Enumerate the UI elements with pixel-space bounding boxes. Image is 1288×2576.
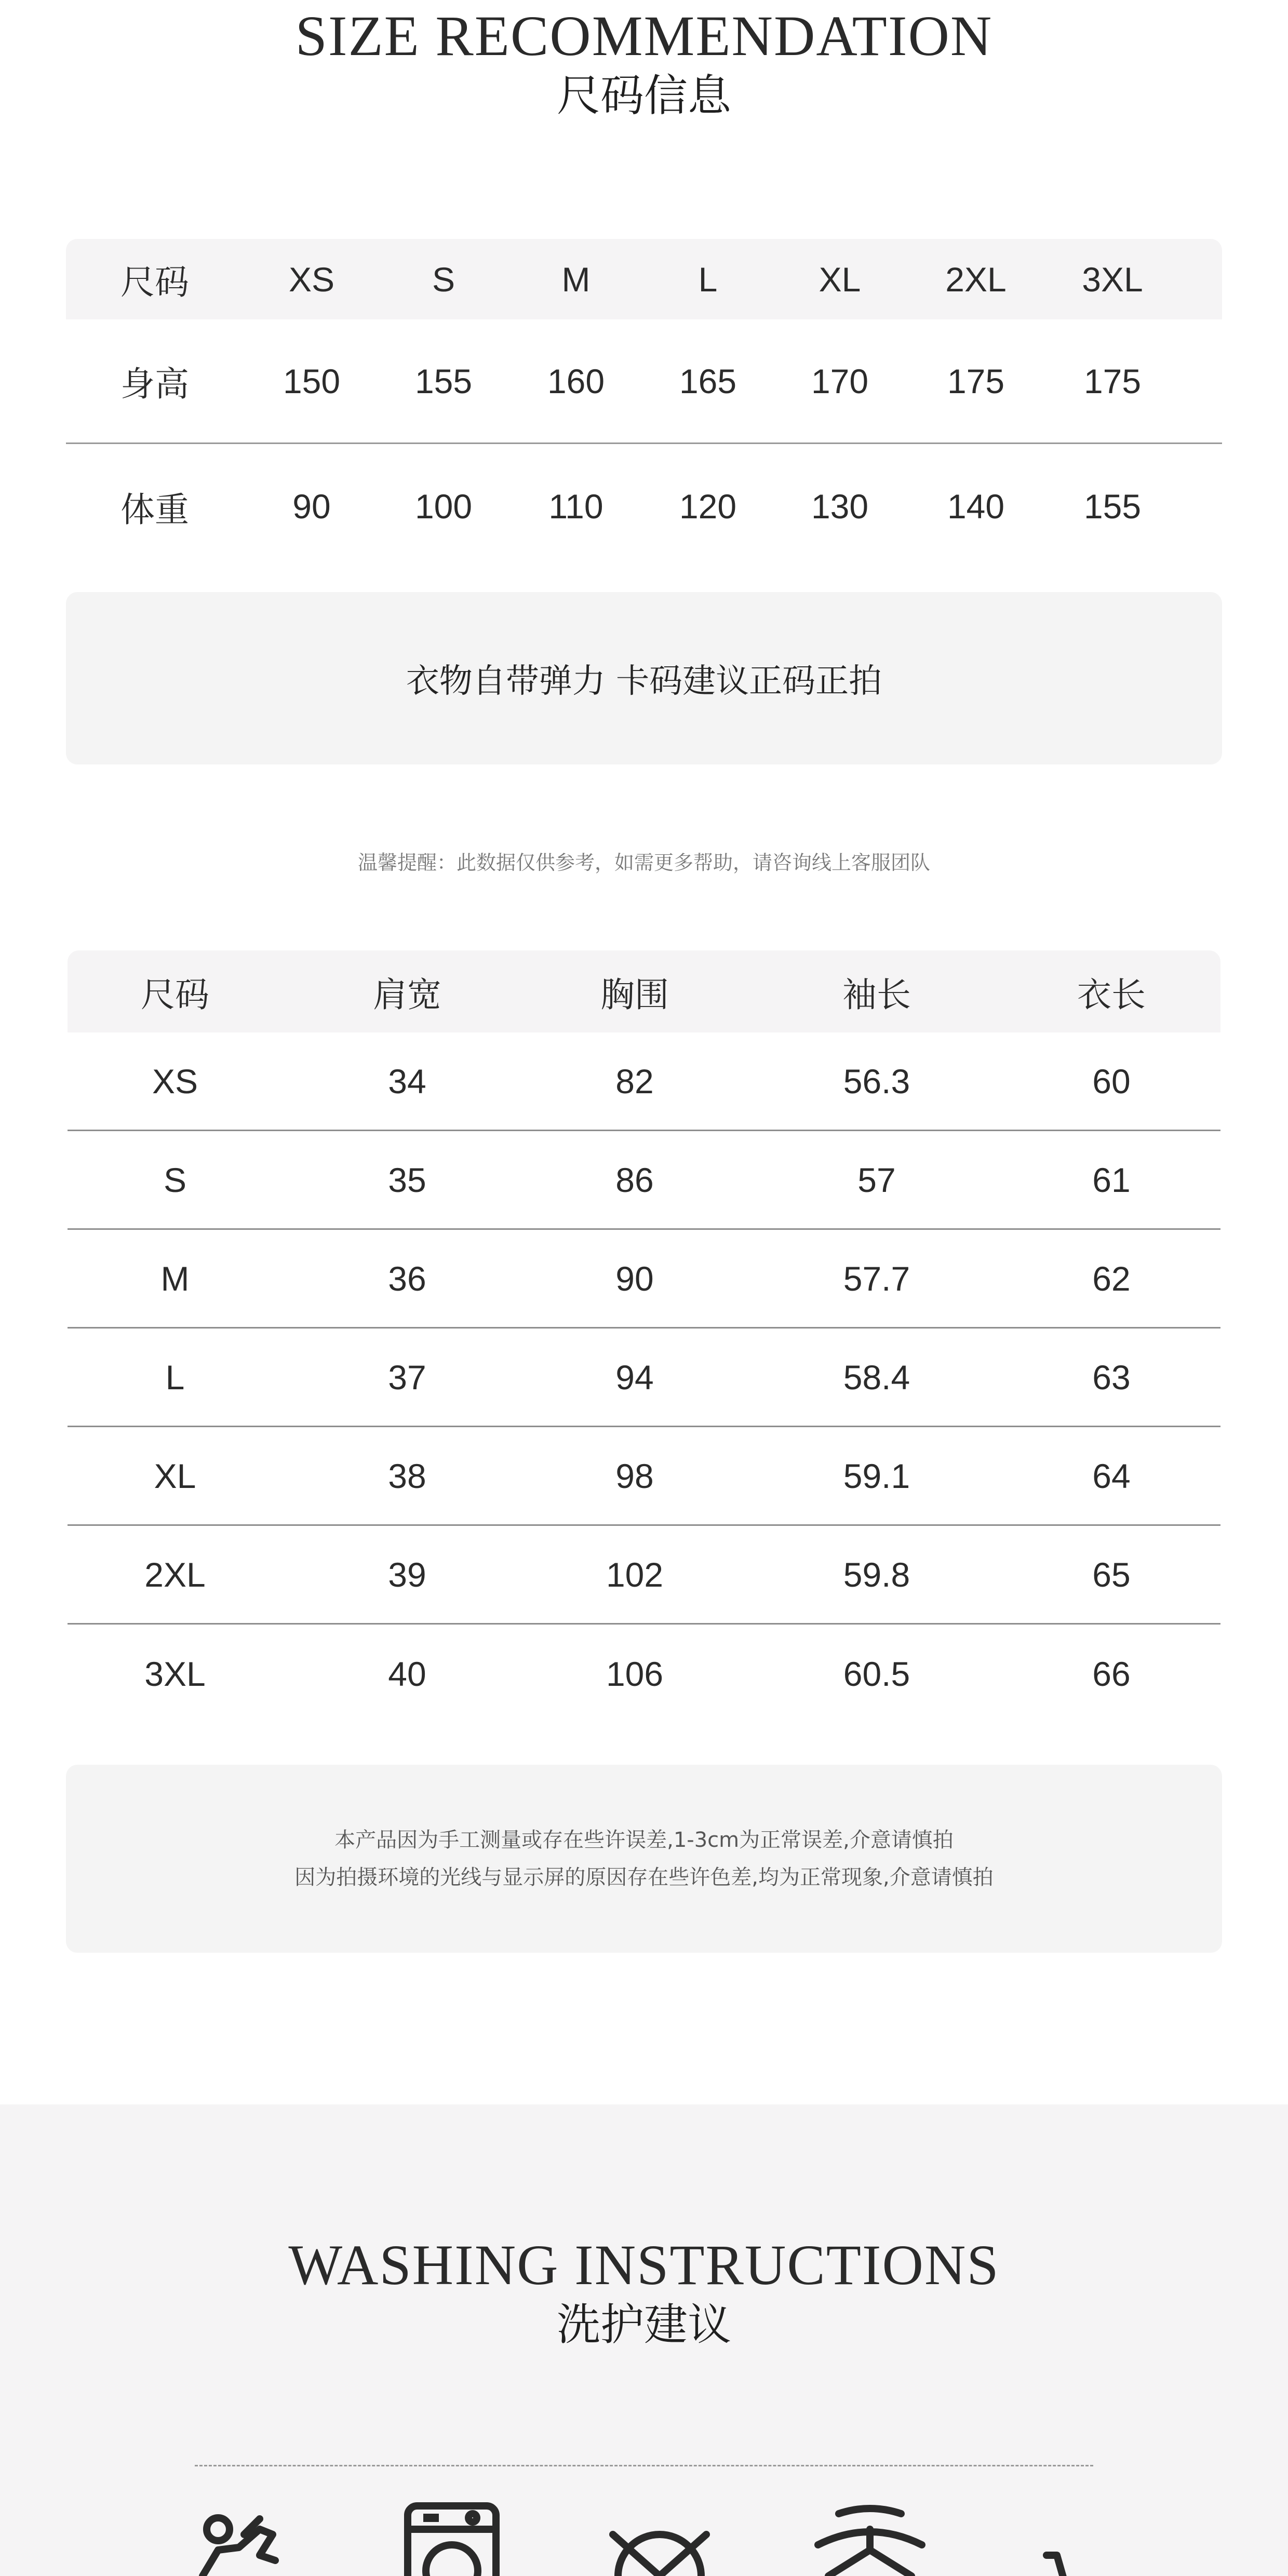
error-note-line: 本产品因为手工测量或存在些许误差,1-3cm为正常误差,介意请慎拍 [334, 1828, 954, 1852]
table-cell: 2XL [144, 1555, 206, 1594]
height-value: 160 [547, 361, 605, 400]
height-value: 175 [1083, 361, 1142, 400]
table-cell: 66 [1092, 1655, 1131, 1693]
height-value: 175 [947, 361, 1005, 400]
measurement-header-cell: 胸围 [600, 975, 669, 1014]
table-row [68, 1526, 1220, 1625]
size-header-cell: M [561, 260, 591, 299]
height-value: 150 [283, 361, 341, 400]
table-cell: 56.3 [843, 1062, 910, 1101]
height-row [66, 319, 1222, 444]
no-bleach-icon [597, 2498, 722, 2576]
elastic-note: 衣物自带弹力 卡码建议正码正拍 [66, 592, 1222, 764]
weight-value: 110 [548, 487, 603, 526]
table-cell: 60 [1092, 1062, 1131, 1101]
hang-dry-icon [808, 2498, 932, 2576]
size-title-en: SIZE RECOMMENDATION [295, 4, 993, 68]
weight-value: 100 [414, 487, 473, 526]
size-header-cell: S [432, 260, 455, 299]
divider [195, 2465, 1093, 2466]
table-cell: 37 [388, 1358, 426, 1397]
height-value: 155 [414, 361, 473, 400]
weight-row [66, 444, 1222, 569]
weight-value: 130 [811, 487, 869, 526]
table-cell: 60.5 [843, 1655, 910, 1693]
table-row [68, 1427, 1220, 1526]
table-cell: L [165, 1358, 185, 1397]
table-cell: 62 [1092, 1259, 1131, 1298]
table-cell: 102 [606, 1555, 664, 1594]
table-cell: 57 [857, 1160, 896, 1199]
size-header-cell: L [698, 260, 718, 299]
measurement-error-note [66, 1765, 1222, 1953]
table-cell: XL [154, 1456, 196, 1495]
weight-value: 120 [679, 487, 737, 526]
size-header-row [66, 239, 1222, 319]
table-cell: 57.7 [843, 1259, 910, 1298]
weight-value: 90 [292, 487, 331, 526]
table-row [68, 1230, 1220, 1329]
table-row [68, 1625, 1220, 1723]
height-label: 身高 [120, 365, 189, 403]
table-cell: 61 [1092, 1160, 1131, 1199]
measurement-table [68, 950, 1220, 1723]
table-cell: 35 [388, 1160, 426, 1199]
weight-value: 140 [947, 487, 1005, 526]
washing-title-en: WASHING INSTRUCTIONS [288, 2233, 1000, 2297]
table-row [68, 1329, 1220, 1427]
table-cell: 58.4 [843, 1358, 910, 1397]
measurement-header-cell: 尺码 [141, 975, 209, 1014]
table-cell: 39 [388, 1555, 426, 1594]
table-cell: 98 [615, 1456, 654, 1495]
size-header-cell: 2XL [945, 260, 1007, 299]
table-cell: 106 [606, 1655, 664, 1693]
iron-icon [1031, 2498, 1156, 2576]
table-cell: 59.8 [843, 1555, 910, 1594]
table-cell: 86 [615, 1160, 654, 1199]
table-cell: 40 [388, 1655, 426, 1693]
table-cell: S [163, 1160, 187, 1199]
reminder-text: 温馨提醒：此数据仅供参考，如需更多帮助，请咨询线上客服团队 [357, 851, 930, 874]
machine-wash-icon [400, 2498, 525, 2576]
table-cell: 3XL [144, 1655, 206, 1693]
table-cell: 36 [388, 1259, 426, 1298]
height-value: 170 [811, 361, 869, 400]
height-value: 165 [679, 361, 737, 400]
table-cell: 65 [1092, 1555, 1131, 1594]
weight-label: 体重 [120, 490, 189, 529]
table-cell: XS [152, 1062, 198, 1101]
measurement-header-cell: 衣长 [1077, 975, 1146, 1014]
table-cell: 59.1 [843, 1456, 910, 1495]
weight-value: 155 [1083, 487, 1142, 526]
table-cell: 34 [388, 1062, 426, 1101]
error-note-line: 因为拍摄环境的光线与显示屏的原因存在些许色差,均为正常现象,介意请慎拍 [294, 1866, 994, 1889]
measurement-header-cell: 肩宽 [373, 975, 441, 1014]
table-cell: 63 [1092, 1358, 1131, 1397]
measurement-header-row [68, 950, 1220, 1032]
table-cell: 64 [1092, 1456, 1131, 1495]
size-header-cell: 3XL [1082, 260, 1143, 299]
table-row [68, 1131, 1220, 1230]
size-header-cell: XL [819, 260, 861, 299]
table-row [68, 1032, 1220, 1131]
table-cell: 94 [615, 1358, 654, 1397]
size-header-label: 尺码 [120, 263, 189, 301]
size-header-cell: XS [288, 260, 335, 299]
measurement-header-cell: 袖长 [842, 975, 911, 1014]
table-cell: 82 [615, 1062, 654, 1101]
size-title-cn: 尺码信息 [556, 70, 731, 121]
hand-wash-icon [182, 2498, 306, 2576]
table-cell: M [160, 1259, 190, 1298]
washing-title-cn: 洗护建议 [556, 2299, 731, 2350]
table-cell: 38 [388, 1456, 426, 1495]
table-cell: 90 [615, 1259, 654, 1298]
size-recommendation-table [66, 239, 1222, 569]
